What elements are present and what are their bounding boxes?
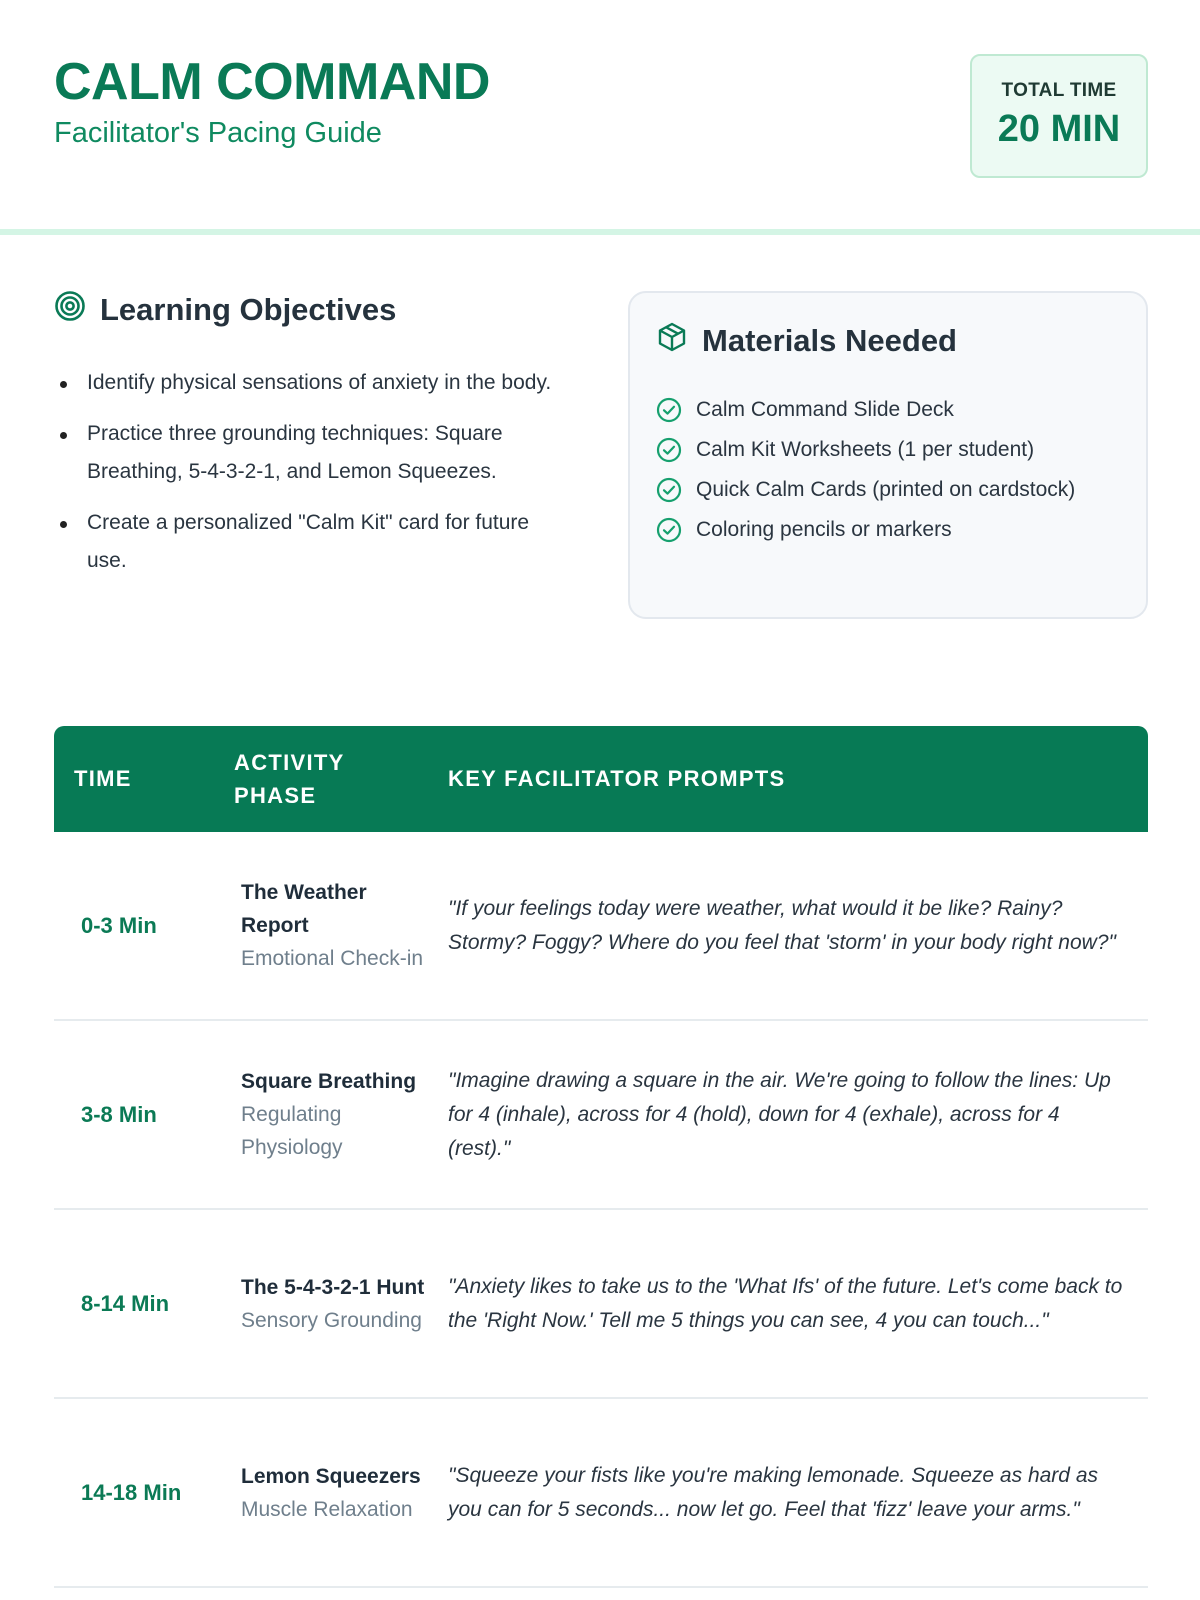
check-circle-icon	[656, 397, 682, 423]
materials-heading	[656, 321, 1120, 361]
pacing-table	[54, 726, 1148, 1588]
material-item	[656, 515, 1120, 545]
materials-list	[656, 395, 1120, 545]
total-time-label: TOTAL TIME	[1001, 80, 1117, 101]
row-prompt: "If your feelings today were weather, what would it be like? Rainy? Stormy? Foggy? Where do you feel that 'storm' in your body right now?"	[448, 896, 1116, 954]
row-phase	[224, 1271, 438, 1337]
learning-objectives-section	[54, 290, 574, 593]
row-phase	[224, 1065, 438, 1164]
package-icon	[656, 321, 702, 361]
column-header-time: TIME	[74, 766, 132, 791]
objectives-list	[54, 364, 574, 580]
objectives-heading-text: Learning Objectives	[100, 292, 397, 327]
material-item-label: Coloring pencils or markers	[696, 518, 952, 541]
page-header	[54, 52, 1148, 182]
materials-heading-text: Materials Needed	[702, 323, 957, 358]
row-phase	[224, 1460, 438, 1526]
column-header-prompts: KEY FACILITATOR PROMPTS	[448, 766, 786, 791]
objective-item: Identify physical sensations of anxiety in the body.	[54, 364, 574, 402]
objectives-heading	[54, 290, 574, 330]
material-item-label: Quick Calm Cards (printed on cardstock)	[696, 478, 1076, 501]
target-icon	[54, 290, 100, 330]
objective-item: Create a personalized "Calm Kit" card for future use.	[54, 504, 574, 580]
table-row	[54, 1210, 1148, 1399]
material-item-label: Calm Kit Worksheets (1 per student)	[696, 438, 1035, 461]
row-prompt: "Imagine drawing a square in the air. We're going to follow the lines: Up for 4 (inhale), across for 4 (hold), down for 4 (exhale), across for 4 (rest)."	[448, 1068, 1111, 1160]
page-title: CALM COMMAND	[54, 53, 490, 111]
phase-name: The 5-4-3-2-1 Hunt	[241, 1275, 425, 1299]
material-item	[656, 475, 1120, 505]
table-row	[54, 1021, 1148, 1210]
phase-name: The Weather Report	[241, 881, 367, 937]
phase-subtitle: Muscle Relaxation	[241, 1497, 413, 1521]
material-item	[656, 395, 1120, 425]
objective-item: Practice three grounding techniques: Square Breathing, 5-4-3-2-1, and Lemon Squeezes.	[54, 415, 574, 491]
header-divider	[0, 229, 1200, 235]
check-circle-icon	[656, 477, 682, 503]
row-time: 0-3 Min	[81, 912, 157, 938]
table-row	[54, 1399, 1148, 1588]
phase-subtitle: Sensory Grounding	[241, 1308, 422, 1332]
phase-subtitle: Emotional Check-in	[241, 947, 424, 970]
material-item	[656, 435, 1120, 465]
row-phase	[224, 876, 438, 975]
row-time: 8-14 Min	[81, 1290, 170, 1316]
material-item-label: Calm Command Slide Deck	[696, 398, 954, 421]
row-time: 3-8 Min	[81, 1101, 157, 1127]
check-circle-icon	[656, 517, 682, 543]
total-time-badge	[970, 54, 1148, 178]
row-time: 14-18 Min	[81, 1479, 182, 1505]
phase-subtitle: Regulating Physiology	[241, 1103, 343, 1159]
column-header-phase: ACTIVITY PHASE	[234, 750, 345, 808]
materials-card	[628, 291, 1148, 619]
total-time-value: 20 MIN	[997, 108, 1121, 150]
table-row	[54, 832, 1148, 1021]
phase-name: Square Breathing	[241, 1070, 417, 1093]
table-header	[54, 726, 1148, 832]
page-subtitle: Facilitator's Pacing Guide	[54, 117, 382, 149]
row-prompt: "Squeeze your fists like you're making lemonade. Squeeze as hard as you can for 5 seconds... now let go. Feel that 'fizz' leave your arms."	[448, 1463, 1098, 1521]
phase-name: Lemon Squeezers	[241, 1464, 421, 1488]
check-circle-icon	[656, 437, 682, 463]
row-prompt: "Anxiety likes to take us to the 'What Ifs' of the future. Let's come back to the 'Right Now.' Tell me 5 things you can see, 4 you can touch..."	[448, 1274, 1123, 1332]
